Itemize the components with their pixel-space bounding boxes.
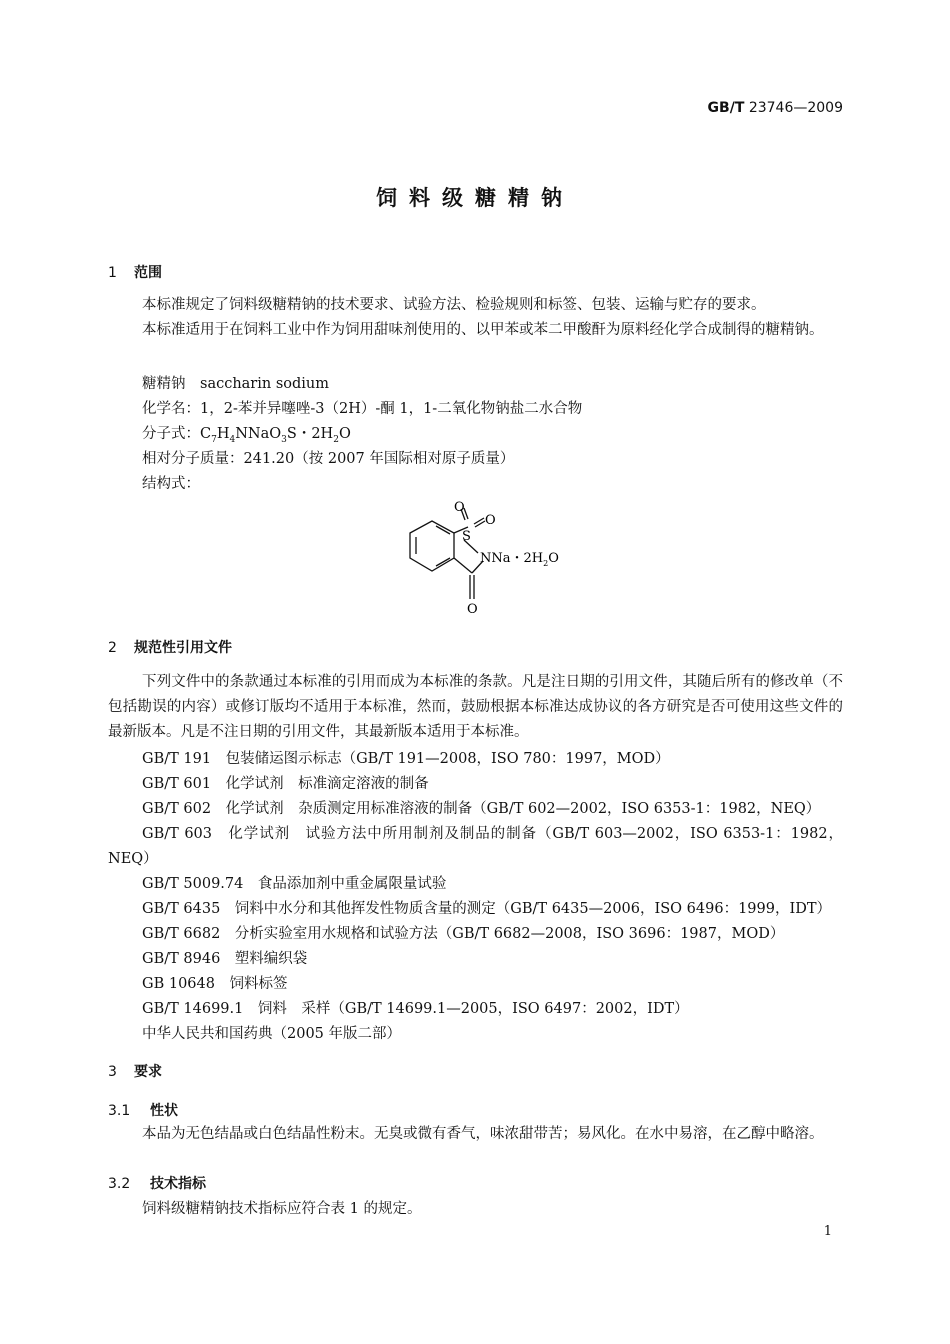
- section-number: 3: [108, 1064, 117, 1080]
- reference-item: GB/T 14699.1 饲料 采样（GB/T 14699.1—2005，ISO 6497：2002，IDT）: [142, 1001, 689, 1017]
- document-title: 饲料级糖精钠: [376, 186, 574, 210]
- tech-spec-paragraph: 饲料级糖精钠技术指标应符合表 1 的规定。: [142, 1201, 422, 1217]
- product-name: 糖精钠 saccharin sodium: [142, 376, 330, 392]
- formula-part: NNaO: [235, 426, 282, 442]
- reference-item: GB/T 6682 分析实验室用水规格和试验方法（GB/T 6682—2008，ISO 3696：1987，MOD）: [142, 926, 785, 942]
- standard-number: 23746—2009: [748, 100, 843, 116]
- reference-item: GB/T 6435 饲料中水分和其他挥发性物质含量的测定（GB/T 6435—2006，ISO 6496：1999，IDT）: [142, 901, 831, 917]
- atom-n-na-water: [480, 551, 559, 568]
- formula-part: H: [216, 426, 230, 442]
- section-3-1-heading: [108, 1100, 178, 1120]
- formula-sub: 3: [281, 434, 287, 445]
- page-number: 1: [823, 1224, 832, 1239]
- reference-item: GB/T 601 化学试剂 标准滴定溶液的制备: [142, 776, 429, 792]
- standard-code: [708, 100, 843, 116]
- scope-paragraph-1: 本标准规定了饲料级糖精钠的技术要求、试验方法、检验规则和标签、包装、运输与贮存的要求。: [142, 297, 766, 313]
- molecular-formula: [142, 422, 351, 445]
- section-title: 性状: [150, 1103, 178, 1119]
- atom-s: S: [462, 529, 471, 544]
- section-1-heading: [108, 262, 162, 282]
- scope-paragraph-2: 本标准适用于在饲料工业中作为饲用甜味剂使用的、以甲苯或苯二甲酸酐为原料经化学合成制得的糖精钠。: [142, 322, 824, 338]
- reference-item: GB/T 5009.74 食品添加剂中重金属限量试验: [142, 876, 447, 892]
- structural-formula: [380, 495, 580, 620]
- chemical-name: 化学名：1，2-苯并异噻唑-3（2H）-酮 1，1-二氧化物钠盐二水合物: [142, 401, 583, 417]
- structure-label: 结构式：: [142, 476, 200, 492]
- formula-sub: 4: [229, 434, 236, 445]
- section-title: 规范性引用文件: [134, 640, 232, 656]
- section-2-heading: [108, 637, 232, 657]
- properties-paragraph: 本品为无色结晶或白色结晶性粉末。无臭或微有香气，味浓甜带苦；易风化。在水中易溶，在乙醇中略溶。: [142, 1126, 824, 1142]
- reference-item: GB/T 602 化学试剂 杂质测定用标准溶液的制备（GB/T 602—2002，ISO 6353-1：1982，NEQ）: [142, 801, 821, 817]
- atom-o-top: O: [454, 500, 465, 515]
- atom-n-na: NNa・2H: [480, 551, 544, 566]
- section-title: 要求: [134, 1064, 162, 1080]
- references-intro: 下列文件中的条款通过本标准的引用而成为本标准的条款。凡是注日期的引用文件，其随后所有的修改单（不包括勘误的内容）或修订版均不适用于本标准，然而，鼓励根据本标准达成协议的各方研究是否可使用这些文件的最新版本。凡是不注日期的引用文件，其最新版本适用于本标准。: [108, 674, 843, 740]
- section-3-heading: [108, 1061, 162, 1081]
- section-3-2-heading: [108, 1173, 206, 1193]
- section-number: 2: [108, 640, 117, 656]
- reference-item: 中华人民共和国药典（2005 年版二部）: [142, 1026, 402, 1042]
- atom-o-water: O: [548, 551, 559, 566]
- molecular-mass: 相对分子质量：241.20（按 2007 年国际相对原子质量）: [142, 451, 515, 467]
- formula-sub: 2: [333, 434, 339, 445]
- formula-sub: 7: [211, 434, 217, 445]
- section-title: 范围: [134, 265, 162, 281]
- reference-item: GB/T 8946 塑料编织袋: [142, 951, 308, 967]
- atom-o-right: O: [485, 513, 496, 528]
- reference-item: GB/T 603 化学试剂 试验方法中所用制剂及制品的制备（GB/T 603—2002，ISO 6353-1：1982，NEQ）: [108, 826, 843, 867]
- section-number: 3.2: [108, 1176, 131, 1192]
- section-number: 1: [108, 265, 117, 281]
- standard-prefix: GB/T: [707, 100, 745, 116]
- atom-sub-2: 2: [543, 559, 549, 568]
- reference-item: GB 10648 饲料标签: [142, 976, 288, 992]
- formula-part: O: [338, 426, 351, 442]
- atom-o-bottom: O: [467, 602, 478, 617]
- formula-part: S・2H: [286, 426, 334, 442]
- section-number: 3.1: [108, 1103, 131, 1119]
- section-title: 技术指标: [150, 1176, 206, 1192]
- formula-part: C: [200, 426, 212, 442]
- formula-label: 分子式：: [142, 426, 200, 442]
- reference-item: GB/T 191 包装储运图示标志（GB/T 191—2008，ISO 780：1997，MOD）: [142, 751, 670, 767]
